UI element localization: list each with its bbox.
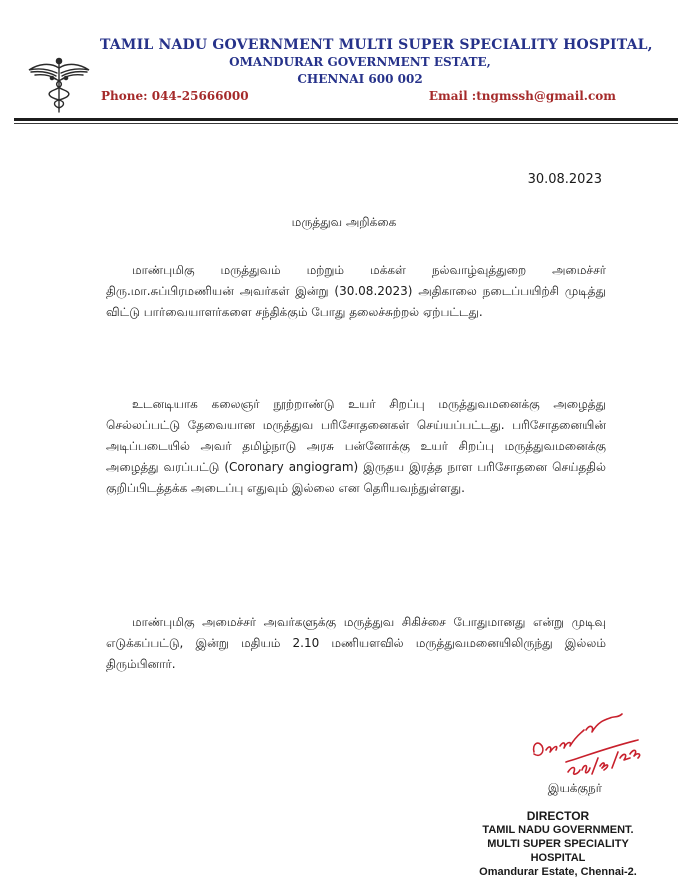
document-date: 30.08.2023	[527, 172, 602, 187]
designation: DIRECTOR	[526, 809, 590, 823]
paragraph-1	[106, 260, 606, 323]
seal-line: MULTI SUPER SPECIALITY HOSPITAL	[487, 838, 629, 864]
director-seal	[462, 809, 654, 879]
seal-line: Omandurar Estate, Chennai-2.	[479, 866, 637, 878]
paragraph-line: மாண்புமிகு மருத்துவம் மற்றும் மக்கள் நல்வாழ்வுத்துறை அமைச்சர்	[132, 263, 606, 277]
signer-role-tamil: இயக்குநர்	[547, 781, 602, 795]
paragraph-line: திரு.மா.சுப்பிரமணியன் அவர்கள் இன்று (30.08.2023) அதிகாலை நடைப்பயிற்சி முடித்து	[106, 284, 606, 298]
handwritten-signature	[526, 700, 646, 780]
paragraph-line: அழைத்து வரப்பட்டு (Coronary angiogram) இருதய இரத்த நாள பரிசோதனை செய்ததில்	[106, 460, 606, 474]
paragraph-line: செல்லப்பட்டு தேவையான மருத்துவ பரிசோதனைகள் செய்யப்பட்டது. பரிசோதனையின்	[106, 418, 606, 432]
paragraph-line: அடிப்படையில் அவர் தமிழ்நாடு அரசு பன்னோக்கு உயர் சிறப்பு மருத்துவமனைக்கு	[106, 439, 606, 453]
caduceus-icon	[26, 56, 92, 114]
paragraph-line: குறிப்பிடத்தக்க அடைப்பு எதுவும் இல்லை என தெரியவந்துள்ளது.	[106, 481, 465, 495]
email-address: Email :tngmssh@gmail.com	[428, 89, 616, 103]
paragraph-line: திரும்பினார்.	[106, 657, 176, 671]
paragraph-line: மாண்புமிகு அமைச்சர் அவர்களுக்கு மருத்துவ சிகிச்சை போதுமானது என்று முடிவு	[132, 615, 606, 629]
paragraph-3	[106, 612, 606, 675]
letterhead-divider-thin	[14, 123, 678, 124]
hospital-city: CHENNAI 600 002	[297, 72, 423, 86]
document-title: மருத்துவ அறிக்கை	[291, 215, 397, 229]
paragraph-line: எடுக்கப்பட்டு, இன்று மதியம் 2.10 மணியளவில் மருத்துவமனையிலிருந்து இல்லம்	[106, 636, 606, 650]
paragraph-line: உடனடியாக கலைஞர் நூற்றாண்டு உயர் சிறப்பு மருத்துவமனைக்கு அழைத்து	[132, 397, 606, 411]
seal-line: TAMIL NADU GOVERNMENT.	[482, 824, 634, 836]
paragraph-2	[106, 394, 606, 499]
hospital-name: TAMIL NADU GOVERNMENT MULTI SUPER SPECIALITY HOSPITAL,	[100, 37, 653, 53]
paragraph-line: விட்டு பார்வையாளர்களை சந்திக்கும் போது தலைச்சுற்றல் ஏற்பட்டது.	[106, 305, 483, 319]
hospital-estate: OMANDURAR GOVERNMENT ESTATE,	[229, 55, 491, 69]
letterhead-divider-thick	[14, 118, 678, 121]
phone-number: Phone: 044-25666000	[101, 89, 249, 103]
